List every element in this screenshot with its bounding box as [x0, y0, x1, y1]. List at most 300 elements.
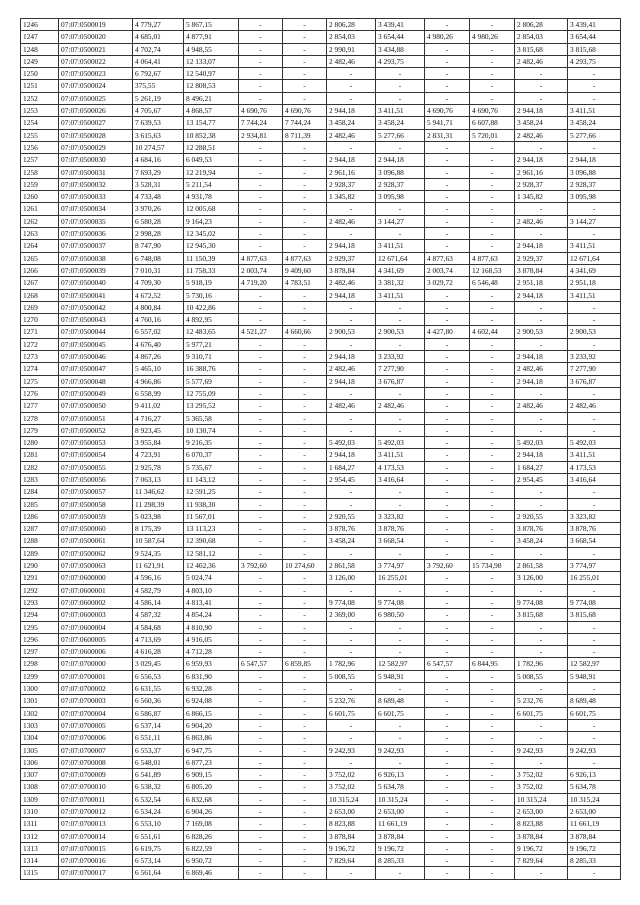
value-cell: 4 868,57: [184, 105, 239, 117]
value-cell: -: [515, 424, 568, 436]
cadastral-number-cell: 07:07:0500030: [59, 154, 133, 166]
cadastral-number-cell: 07:07:0500058: [59, 498, 133, 510]
value-cell: 3 411,51: [376, 289, 425, 301]
table-row: [21, 363, 621, 375]
value-cell: -: [568, 424, 621, 436]
value-cell: -: [283, 141, 327, 153]
value-cell: -: [283, 375, 327, 387]
value-cell: 4 723,91: [133, 449, 184, 461]
value-cell: 10 130,74: [184, 424, 239, 436]
value-cell: -: [327, 646, 376, 658]
table-body: [21, 19, 621, 880]
value-cell: -: [283, 744, 327, 756]
table-row: [21, 719, 621, 731]
value-cell: 5 008,55: [327, 670, 376, 682]
value-cell: -: [376, 867, 425, 879]
value-cell: 6 548,01: [133, 756, 184, 768]
value-cell: 2 854,03: [515, 31, 568, 43]
value-cell: 3 774,97: [568, 560, 621, 572]
table-row: [21, 658, 621, 670]
cadastral-number-cell: 07:07:0500037: [59, 240, 133, 252]
row-number-cell: 1273: [21, 351, 59, 363]
table-row: [21, 326, 621, 338]
table-row: [21, 473, 621, 485]
value-cell: 2 482,46: [376, 400, 425, 412]
value-cell: -: [239, 670, 283, 682]
value-cell: -: [283, 707, 327, 719]
value-cell: 2 482,46: [515, 55, 568, 67]
value-cell: -: [376, 424, 425, 436]
row-number-cell: 1288: [21, 535, 59, 547]
value-cell: -: [239, 744, 283, 756]
value-cell: -: [376, 719, 425, 731]
value-cell: 3 878,84: [515, 264, 568, 276]
value-cell: -: [239, 55, 283, 67]
value-cell: -: [327, 80, 376, 92]
table-row: [21, 781, 621, 793]
row-number-cell: 1294: [21, 609, 59, 621]
table-row: [21, 31, 621, 43]
cadastral-number-cell: 07:07:0500049: [59, 387, 133, 399]
cadastral-number-cell: 07:07:0500056: [59, 473, 133, 485]
row-number-cell: 1259: [21, 178, 59, 190]
value-cell: -: [239, 769, 283, 781]
value-cell: 5 577,69: [184, 375, 239, 387]
value-cell: 3 878,84: [327, 830, 376, 842]
value-cell: 13 295,52: [184, 400, 239, 412]
value-cell: 10 422,86: [184, 301, 239, 313]
value-cell: -: [239, 68, 283, 80]
value-cell: -: [283, 289, 327, 301]
value-cell: 3 815,68: [568, 43, 621, 55]
value-cell: -: [425, 806, 470, 818]
value-cell: 6 822,59: [184, 842, 239, 854]
value-cell: -: [283, 351, 327, 363]
row-number-cell: 1246: [21, 19, 59, 31]
row-number-cell: 1283: [21, 473, 59, 485]
value-cell: 4 587,32: [133, 609, 184, 621]
table-row: [21, 375, 621, 387]
value-cell: -: [425, 461, 470, 473]
value-cell: -: [470, 793, 515, 805]
table-row: [21, 203, 621, 215]
value-cell: -: [568, 867, 621, 879]
value-cell: -: [327, 486, 376, 498]
value-cell: 3 752,02: [327, 781, 376, 793]
table-row: [21, 264, 621, 276]
value-cell: 3 126,00: [327, 572, 376, 584]
row-number-cell: 1310: [21, 806, 59, 818]
value-cell: -: [425, 695, 470, 707]
table-row: [21, 154, 621, 166]
value-cell: -: [425, 166, 470, 178]
cadastral-number-cell: 07:07:0500041: [59, 289, 133, 301]
value-cell: -: [239, 203, 283, 215]
value-cell: -: [470, 437, 515, 449]
value-cell: -: [470, 43, 515, 55]
value-cell: -: [425, 793, 470, 805]
value-cell: 3 970,26: [133, 203, 184, 215]
value-cell: 6 538,32: [133, 781, 184, 793]
value-cell: -: [470, 584, 515, 596]
value-cell: 10 274,57: [133, 141, 184, 153]
row-number-cell: 1315: [21, 867, 59, 879]
value-cell: 6 547,57: [425, 658, 470, 670]
value-cell: 2 944,18: [568, 154, 621, 166]
value-cell: 4 173,53: [568, 461, 621, 473]
table-row: [21, 449, 621, 461]
value-cell: 5 948,91: [376, 670, 425, 682]
value-cell: 5 867,15: [184, 19, 239, 31]
value-cell: 3 458,24: [327, 535, 376, 547]
value-cell: 2 003,74: [425, 264, 470, 276]
table-row: [21, 68, 621, 80]
value-cell: 9 774,08: [376, 596, 425, 608]
cadastral-number-cell: 07:07:0600004: [59, 621, 133, 633]
value-cell: -: [425, 719, 470, 731]
value-cell: 4 916,05: [184, 633, 239, 645]
value-cell: 12 540,97: [184, 68, 239, 80]
value-cell: 7 277,90: [568, 363, 621, 375]
table-row: [21, 867, 621, 879]
value-cell: -: [283, 437, 327, 449]
value-cell: 6 534,24: [133, 806, 184, 818]
value-cell: 6 553,37: [133, 744, 184, 756]
value-cell: 6 070,37: [184, 449, 239, 461]
cadastral-number-cell: 07:07:0600006: [59, 646, 133, 658]
table-row: [21, 486, 621, 498]
value-cell: -: [568, 68, 621, 80]
value-cell: -: [515, 387, 568, 399]
value-cell: 9 242,93: [515, 744, 568, 756]
value-cell: -: [239, 314, 283, 326]
value-cell: 3 126,00: [515, 572, 568, 584]
row-number-cell: 1254: [21, 117, 59, 129]
value-cell: -: [283, 584, 327, 596]
value-cell: -: [376, 498, 425, 510]
value-cell: 6 832,68: [184, 793, 239, 805]
cadastral-number-cell: 07:07:0500033: [59, 191, 133, 203]
value-cell: -: [283, 178, 327, 190]
value-cell: -: [239, 842, 283, 854]
cadastral-number-cell: 07:07:0700012: [59, 806, 133, 818]
value-cell: 4 690,76: [283, 105, 327, 117]
value-cell: -: [470, 535, 515, 547]
value-cell: -: [425, 584, 470, 596]
value-cell: 3 528,31: [133, 178, 184, 190]
cadastral-number-cell: 07:07:0500025: [59, 92, 133, 104]
value-cell: -: [470, 301, 515, 313]
value-cell: 5 918,19: [184, 277, 239, 289]
value-cell: 2 928,37: [515, 178, 568, 190]
cadastral-number-cell: 07:07:0500044: [59, 326, 133, 338]
value-cell: -: [425, 412, 470, 424]
value-cell: 5 492,03: [327, 437, 376, 449]
value-cell: -: [425, 338, 470, 350]
cadastral-number-cell: 07:07:0500036: [59, 228, 133, 240]
value-cell: 2 482,46: [515, 363, 568, 375]
table-row: [21, 191, 621, 203]
value-cell: 7 169,08: [184, 818, 239, 830]
cadastral-number-cell: 07:07:0500039: [59, 264, 133, 276]
value-cell: -: [470, 55, 515, 67]
value-cell: 2 482,46: [327, 215, 376, 227]
value-cell: 3 411,51: [568, 449, 621, 461]
table-row: [21, 584, 621, 596]
value-cell: 11 150,39: [184, 252, 239, 264]
value-cell: -: [425, 547, 470, 559]
value-cell: -: [283, 609, 327, 621]
value-cell: -: [376, 338, 425, 350]
value-cell: -: [283, 830, 327, 842]
table-row: [21, 228, 621, 240]
value-cell: 6 877,23: [184, 756, 239, 768]
value-cell: 4 892,95: [184, 314, 239, 326]
row-number-cell: 1260: [21, 191, 59, 203]
value-cell: 2 944,18: [515, 351, 568, 363]
table-row: [21, 572, 621, 584]
value-cell: 3 029,72: [425, 277, 470, 289]
row-number-cell: 1305: [21, 744, 59, 756]
value-cell: 6 792,67: [133, 68, 184, 80]
row-number-cell: 1267: [21, 277, 59, 289]
value-cell: -: [568, 80, 621, 92]
value-cell: -: [515, 498, 568, 510]
value-cell: 4 709,30: [133, 277, 184, 289]
value-cell: 6 950,72: [184, 855, 239, 867]
value-cell: 375,55: [133, 80, 184, 92]
value-cell: -: [283, 498, 327, 510]
value-cell: 9 310,71: [184, 351, 239, 363]
value-cell: -: [470, 842, 515, 854]
table-row: [21, 19, 621, 31]
value-cell: 4 760,16: [133, 314, 184, 326]
value-cell: 12 945,30: [184, 240, 239, 252]
value-cell: 10 274,60: [283, 560, 327, 572]
row-number-cell: 1301: [21, 695, 59, 707]
value-cell: -: [239, 387, 283, 399]
row-number-cell: 1307: [21, 769, 59, 781]
value-cell: 2 003,74: [239, 264, 283, 276]
value-cell: 5 024,74: [184, 572, 239, 584]
value-cell: 3 458,24: [515, 117, 568, 129]
value-cell: -: [425, 19, 470, 31]
value-cell: -: [470, 818, 515, 830]
value-cell: -: [283, 781, 327, 793]
value-cell: -: [283, 842, 327, 854]
value-cell: 2 944,18: [327, 154, 376, 166]
row-number-cell: 1287: [21, 523, 59, 535]
value-cell: -: [283, 338, 327, 350]
value-cell: -: [239, 584, 283, 596]
value-cell: -: [327, 68, 376, 80]
row-number-cell: 1261: [21, 203, 59, 215]
value-cell: -: [239, 92, 283, 104]
value-cell: 9 196,72: [376, 842, 425, 854]
cadastral-number-cell: 07:07:0700009: [59, 769, 133, 781]
value-cell: 4 616,28: [133, 646, 184, 658]
value-cell: -: [425, 609, 470, 621]
row-number-cell: 1258: [21, 166, 59, 178]
value-cell: -: [425, 596, 470, 608]
row-number-cell: 1286: [21, 510, 59, 522]
cadastral-number-cell: 07:07:0700002: [59, 683, 133, 695]
value-cell: -: [327, 314, 376, 326]
value-cell: 3 434,88: [376, 43, 425, 55]
value-cell: -: [515, 732, 568, 744]
cadastral-number-cell: 07:07:0500062: [59, 547, 133, 559]
value-cell: -: [283, 43, 327, 55]
value-cell: -: [568, 486, 621, 498]
value-cell: 9 196,72: [327, 842, 376, 854]
value-cell: -: [470, 756, 515, 768]
value-cell: 3 654,44: [376, 31, 425, 43]
value-cell: -: [425, 240, 470, 252]
value-cell: 3 676,87: [376, 375, 425, 387]
value-cell: 4 293,75: [376, 55, 425, 67]
value-cell: 2 961,16: [515, 166, 568, 178]
table-row: [21, 55, 621, 67]
value-cell: 4 685,01: [133, 31, 184, 43]
value-cell: -: [283, 535, 327, 547]
value-cell: -: [470, 855, 515, 867]
table-row: [21, 842, 621, 854]
cadastral-number-cell: 07:07:0700010: [59, 781, 133, 793]
value-cell: 6 586,87: [133, 707, 184, 719]
value-cell: -: [470, 707, 515, 719]
cadastral-number-cell: 07:07:0500057: [59, 486, 133, 498]
cadastral-number-cell: 07:07:0500027: [59, 117, 133, 129]
value-cell: 3 668,54: [568, 535, 621, 547]
value-cell: -: [327, 584, 376, 596]
value-cell: 4 803,10: [184, 584, 239, 596]
value-cell: -: [239, 215, 283, 227]
value-cell: 10 315,24: [376, 793, 425, 805]
value-cell: -: [425, 215, 470, 227]
value-cell: 6 551,11: [133, 732, 184, 744]
value-cell: -: [239, 523, 283, 535]
value-cell: 2 900,53: [327, 326, 376, 338]
value-cell: -: [425, 387, 470, 399]
value-cell: -: [425, 191, 470, 203]
value-cell: 8 823,88: [515, 818, 568, 830]
cadastral-number-cell: 07:07:0600005: [59, 633, 133, 645]
value-cell: 4 716,27: [133, 412, 184, 424]
cadastral-number-cell: 07:07:0700016: [59, 855, 133, 867]
value-cell: 5 008,55: [515, 670, 568, 682]
row-number-cell: 1268: [21, 289, 59, 301]
value-cell: -: [425, 756, 470, 768]
value-cell: 4 702,74: [133, 43, 184, 55]
value-cell: 6 601,75: [376, 707, 425, 719]
value-cell: 3 439,41: [376, 19, 425, 31]
value-cell: -: [425, 314, 470, 326]
value-cell: -: [283, 68, 327, 80]
value-cell: 6 541,89: [133, 769, 184, 781]
value-cell: 3 416,64: [568, 473, 621, 485]
value-cell: 2 900,53: [568, 326, 621, 338]
value-cell: 2 951,18: [568, 277, 621, 289]
value-cell: 8 175,39: [133, 523, 184, 535]
cadastral-number-cell: 07:07:0500042: [59, 301, 133, 313]
value-cell: -: [283, 756, 327, 768]
row-number-cell: 1300: [21, 683, 59, 695]
value-cell: -: [283, 646, 327, 658]
cadastral-number-cell: 07:07:0500026: [59, 105, 133, 117]
value-cell: 3 815,68: [515, 609, 568, 621]
value-cell: 5 211,54: [184, 178, 239, 190]
row-number-cell: 1247: [21, 31, 59, 43]
value-cell: -: [283, 855, 327, 867]
value-cell: -: [470, 191, 515, 203]
value-cell: -: [515, 203, 568, 215]
cadastral-number-cell: 07:07:0700004: [59, 707, 133, 719]
value-cell: -: [425, 80, 470, 92]
table-row: [21, 166, 621, 178]
table-row: [21, 117, 621, 129]
value-cell: 8 923,45: [133, 424, 184, 436]
value-cell: 9 242,93: [376, 744, 425, 756]
value-cell: 6 926,13: [568, 769, 621, 781]
value-cell: -: [376, 486, 425, 498]
value-cell: 6 863,86: [184, 732, 239, 744]
table-row: [21, 670, 621, 682]
table-row: [21, 498, 621, 510]
value-cell: 5 261,19: [133, 92, 184, 104]
cadastral-number-cell: 07:07:0600003: [59, 609, 133, 621]
value-cell: -: [568, 732, 621, 744]
value-cell: 3 752,02: [327, 769, 376, 781]
value-cell: 3 233,92: [376, 351, 425, 363]
row-number-cell: 1272: [21, 338, 59, 350]
row-number-cell: 1277: [21, 400, 59, 412]
value-cell: -: [425, 363, 470, 375]
value-cell: 3 654,44: [568, 31, 621, 43]
value-cell: -: [515, 584, 568, 596]
cadastral-number-cell: 07:07:0500043: [59, 314, 133, 326]
cadastral-number-cell: 07:07:0500038: [59, 252, 133, 264]
value-cell: 2 954,45: [327, 473, 376, 485]
value-cell: -: [376, 92, 425, 104]
value-cell: 2 861,58: [327, 560, 376, 572]
value-cell: -: [327, 867, 376, 879]
value-cell: 2 653,00: [515, 806, 568, 818]
cadastral-number-cell: 07:07:0500059: [59, 510, 133, 522]
value-cell: -: [568, 141, 621, 153]
value-cell: -: [470, 314, 515, 326]
value-cell: 7 063,13: [133, 473, 184, 485]
row-number-cell: 1309: [21, 793, 59, 805]
table-row: [21, 105, 621, 117]
value-cell: -: [425, 523, 470, 535]
value-cell: -: [283, 92, 327, 104]
cadastral-number-cell: 07:07:0500040: [59, 277, 133, 289]
row-number-cell: 1308: [21, 781, 59, 793]
cadastral-number-cell: 07:07:0500051: [59, 412, 133, 424]
cadastral-number-cell: 07:07:0500053: [59, 437, 133, 449]
cadastral-number-cell: 07:07:0500028: [59, 129, 133, 141]
value-cell: 8 747,90: [133, 240, 184, 252]
cadastral-number-cell: 07:07:0500029: [59, 141, 133, 153]
value-cell: 6 601,75: [515, 707, 568, 719]
table-row: [21, 732, 621, 744]
value-cell: 4 596,16: [133, 572, 184, 584]
value-cell: -: [470, 781, 515, 793]
value-cell: 6 532,54: [133, 793, 184, 805]
value-cell: 2 944,18: [327, 449, 376, 461]
row-number-cell: 1271: [21, 326, 59, 338]
value-cell: 5 634,78: [376, 781, 425, 793]
